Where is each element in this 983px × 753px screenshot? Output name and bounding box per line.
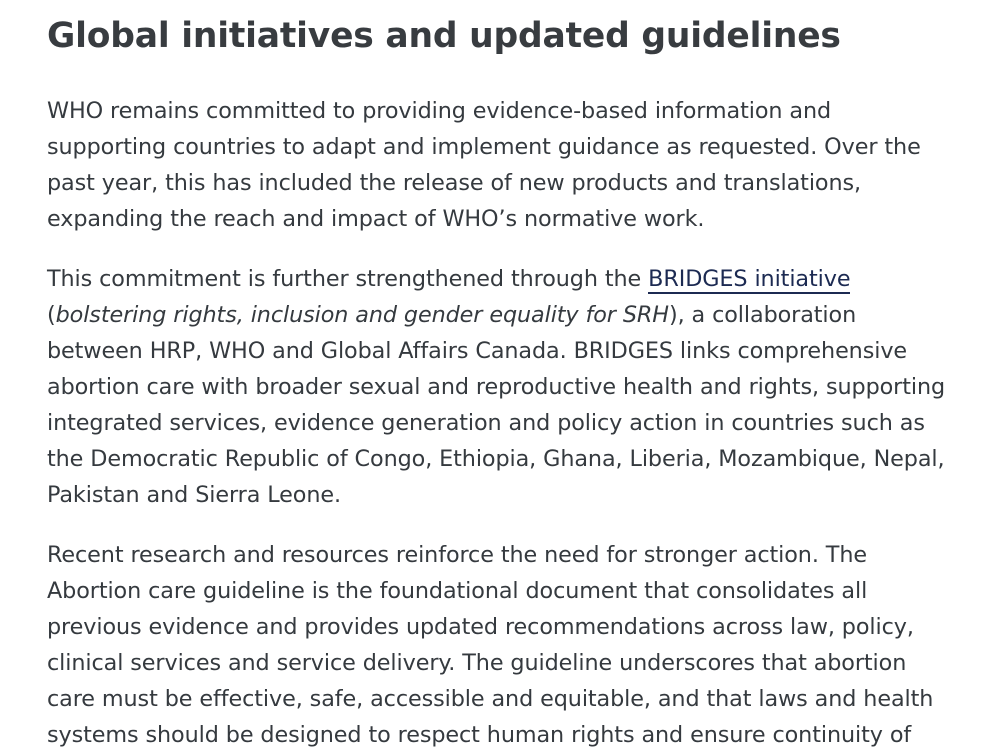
paragraph-bridges-body: ), a collaboration between HRP, WHO and Global Affairs Canada. BRIDGES links comprehensive abortion care with broader sexual and reproductive health and rights, supporting integrated services, evidence generation and policy action in countries such as the Democratic Republic of Congo, Ethiopia, Ghana, Liberia, Mozambique, Nepal, Pakistan and Sierra Leone. xyxy=(47,302,946,508)
bridges-acronym-expansion: bolstering rights, inclusion and gender equality for SRH xyxy=(55,302,669,328)
article-section xyxy=(47,0,947,753)
paragraph-bridges xyxy=(47,261,947,513)
paragraph-commitment: WHO remains committed to providing evidence-based information and supporting countries to adapt and implement guidance as requested. Over the past year, this has included the release of new products and translations, expanding the reach and impact of WHO’s normative work. xyxy=(47,98,921,232)
paragraph-bridges-open-paren: ( xyxy=(47,302,56,328)
section-heading: Global initiatives and updated guidelines xyxy=(47,16,841,56)
bridges-initiative-link[interactable]: BRIDGES initiative xyxy=(648,266,851,292)
paragraph-bridges-intro: This commitment is further strengthened through the xyxy=(47,266,649,292)
paragraph-research: Recent research and resources reinforce the need for stronger action. The Abortion care guideline is the foundational document that consolidates all previous evidence and provides updated recommendations across law, policy, clinical services and service delivery. The guideline underscores that abortion care must be effective, safe, accessible and equitable, and that laws and health systems should be designed to respect human rights and ensure continuity of xyxy=(47,542,934,748)
